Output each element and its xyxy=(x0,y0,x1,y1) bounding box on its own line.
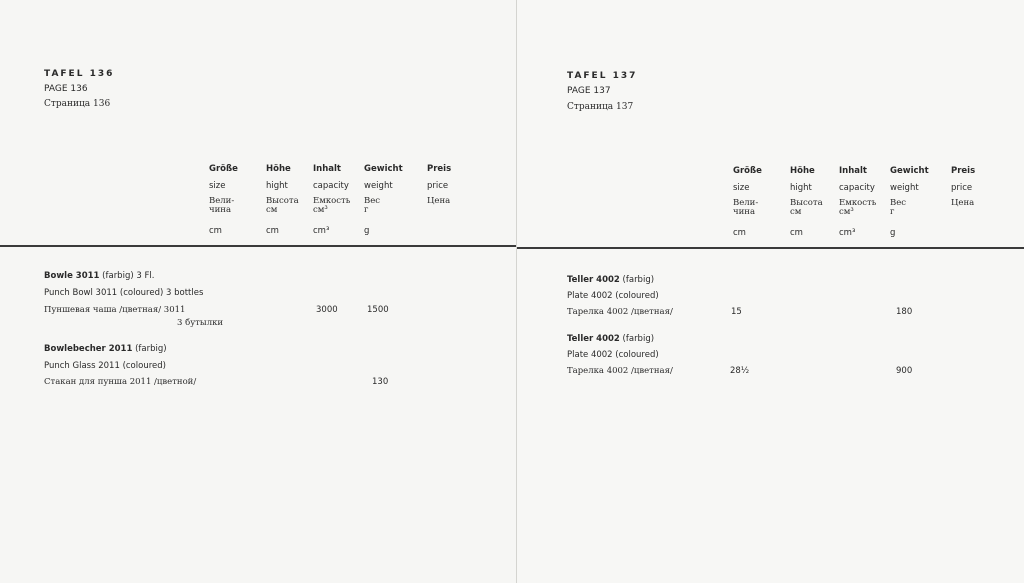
item-title-en: Plate 4002 (coloured) xyxy=(567,350,659,360)
item-title-de: Teller 4002 (farbig) xyxy=(567,334,655,344)
item-title-en: Plate 4002 (coloured) xyxy=(567,291,659,301)
item-weight: 1500 xyxy=(367,305,389,315)
header-divider xyxy=(517,247,1024,249)
column-header-size: Größe size Вели- чина cm xyxy=(209,164,238,236)
item-title-ru-extra: 3 бутылки xyxy=(177,318,224,328)
column-header-capacity: Inhalt capacity Емкость см³ cm³ xyxy=(839,166,877,238)
plate-title: TAFEL 137 xyxy=(567,71,638,81)
column-header-capacity: Inhalt capacity Емкость см³ cm³ xyxy=(313,164,351,236)
item-title-en: Punch Bowl 3011 (coloured) 3 bottles xyxy=(44,288,204,298)
item-weight: 180 xyxy=(896,307,913,317)
header-divider xyxy=(0,245,517,247)
item-title-de: Teller 4002 (farbig) xyxy=(567,275,655,285)
item-title-ru: Тарелка 4002 /цветная/ xyxy=(567,307,673,317)
page-label-en: PAGE 136 xyxy=(44,84,88,94)
column-header-height: Höhe hight Высота см cm xyxy=(266,164,299,236)
item-weight: 900 xyxy=(896,366,913,376)
item-title-de: Bowle 3011 (farbig) 3 Fl. xyxy=(44,271,155,281)
catalog-page-137 xyxy=(517,0,1024,583)
item-title-ru: Тарелка 4002 /цветная/ xyxy=(567,366,673,376)
item-title-de: Bowlebecher 2011 (farbig) xyxy=(44,344,167,354)
column-header-weight: Gewicht weight Вес г g xyxy=(890,166,929,238)
item-title-ru: Пуншевая чаша /цветная/ 3011 xyxy=(44,305,186,315)
item-title-en: Punch Glass 2011 (coloured) xyxy=(44,361,166,371)
item-weight: 130 xyxy=(372,377,389,387)
page-label-ru: Страница 137 xyxy=(567,102,634,112)
page-label-ru: Страница 136 xyxy=(44,99,111,109)
plate-title: TAFEL 136 xyxy=(44,69,115,79)
column-header-price: Preis price Цена xyxy=(951,166,976,208)
column-header-price: Preis price Цена xyxy=(427,164,452,206)
item-capacity: 3000 xyxy=(316,305,338,315)
column-header-size: Größe size Вели- чина cm xyxy=(733,166,762,238)
item-size: 28½ xyxy=(730,366,750,376)
page-label-en: PAGE 137 xyxy=(567,86,611,96)
column-header-weight: Gewicht weight Вес г g xyxy=(364,164,403,236)
item-size: 15 xyxy=(731,307,742,317)
item-title-ru: Стакан для пунша 2011 /цветной/ xyxy=(44,377,197,387)
column-header-height: Höhe hight Высота см cm xyxy=(790,166,823,238)
